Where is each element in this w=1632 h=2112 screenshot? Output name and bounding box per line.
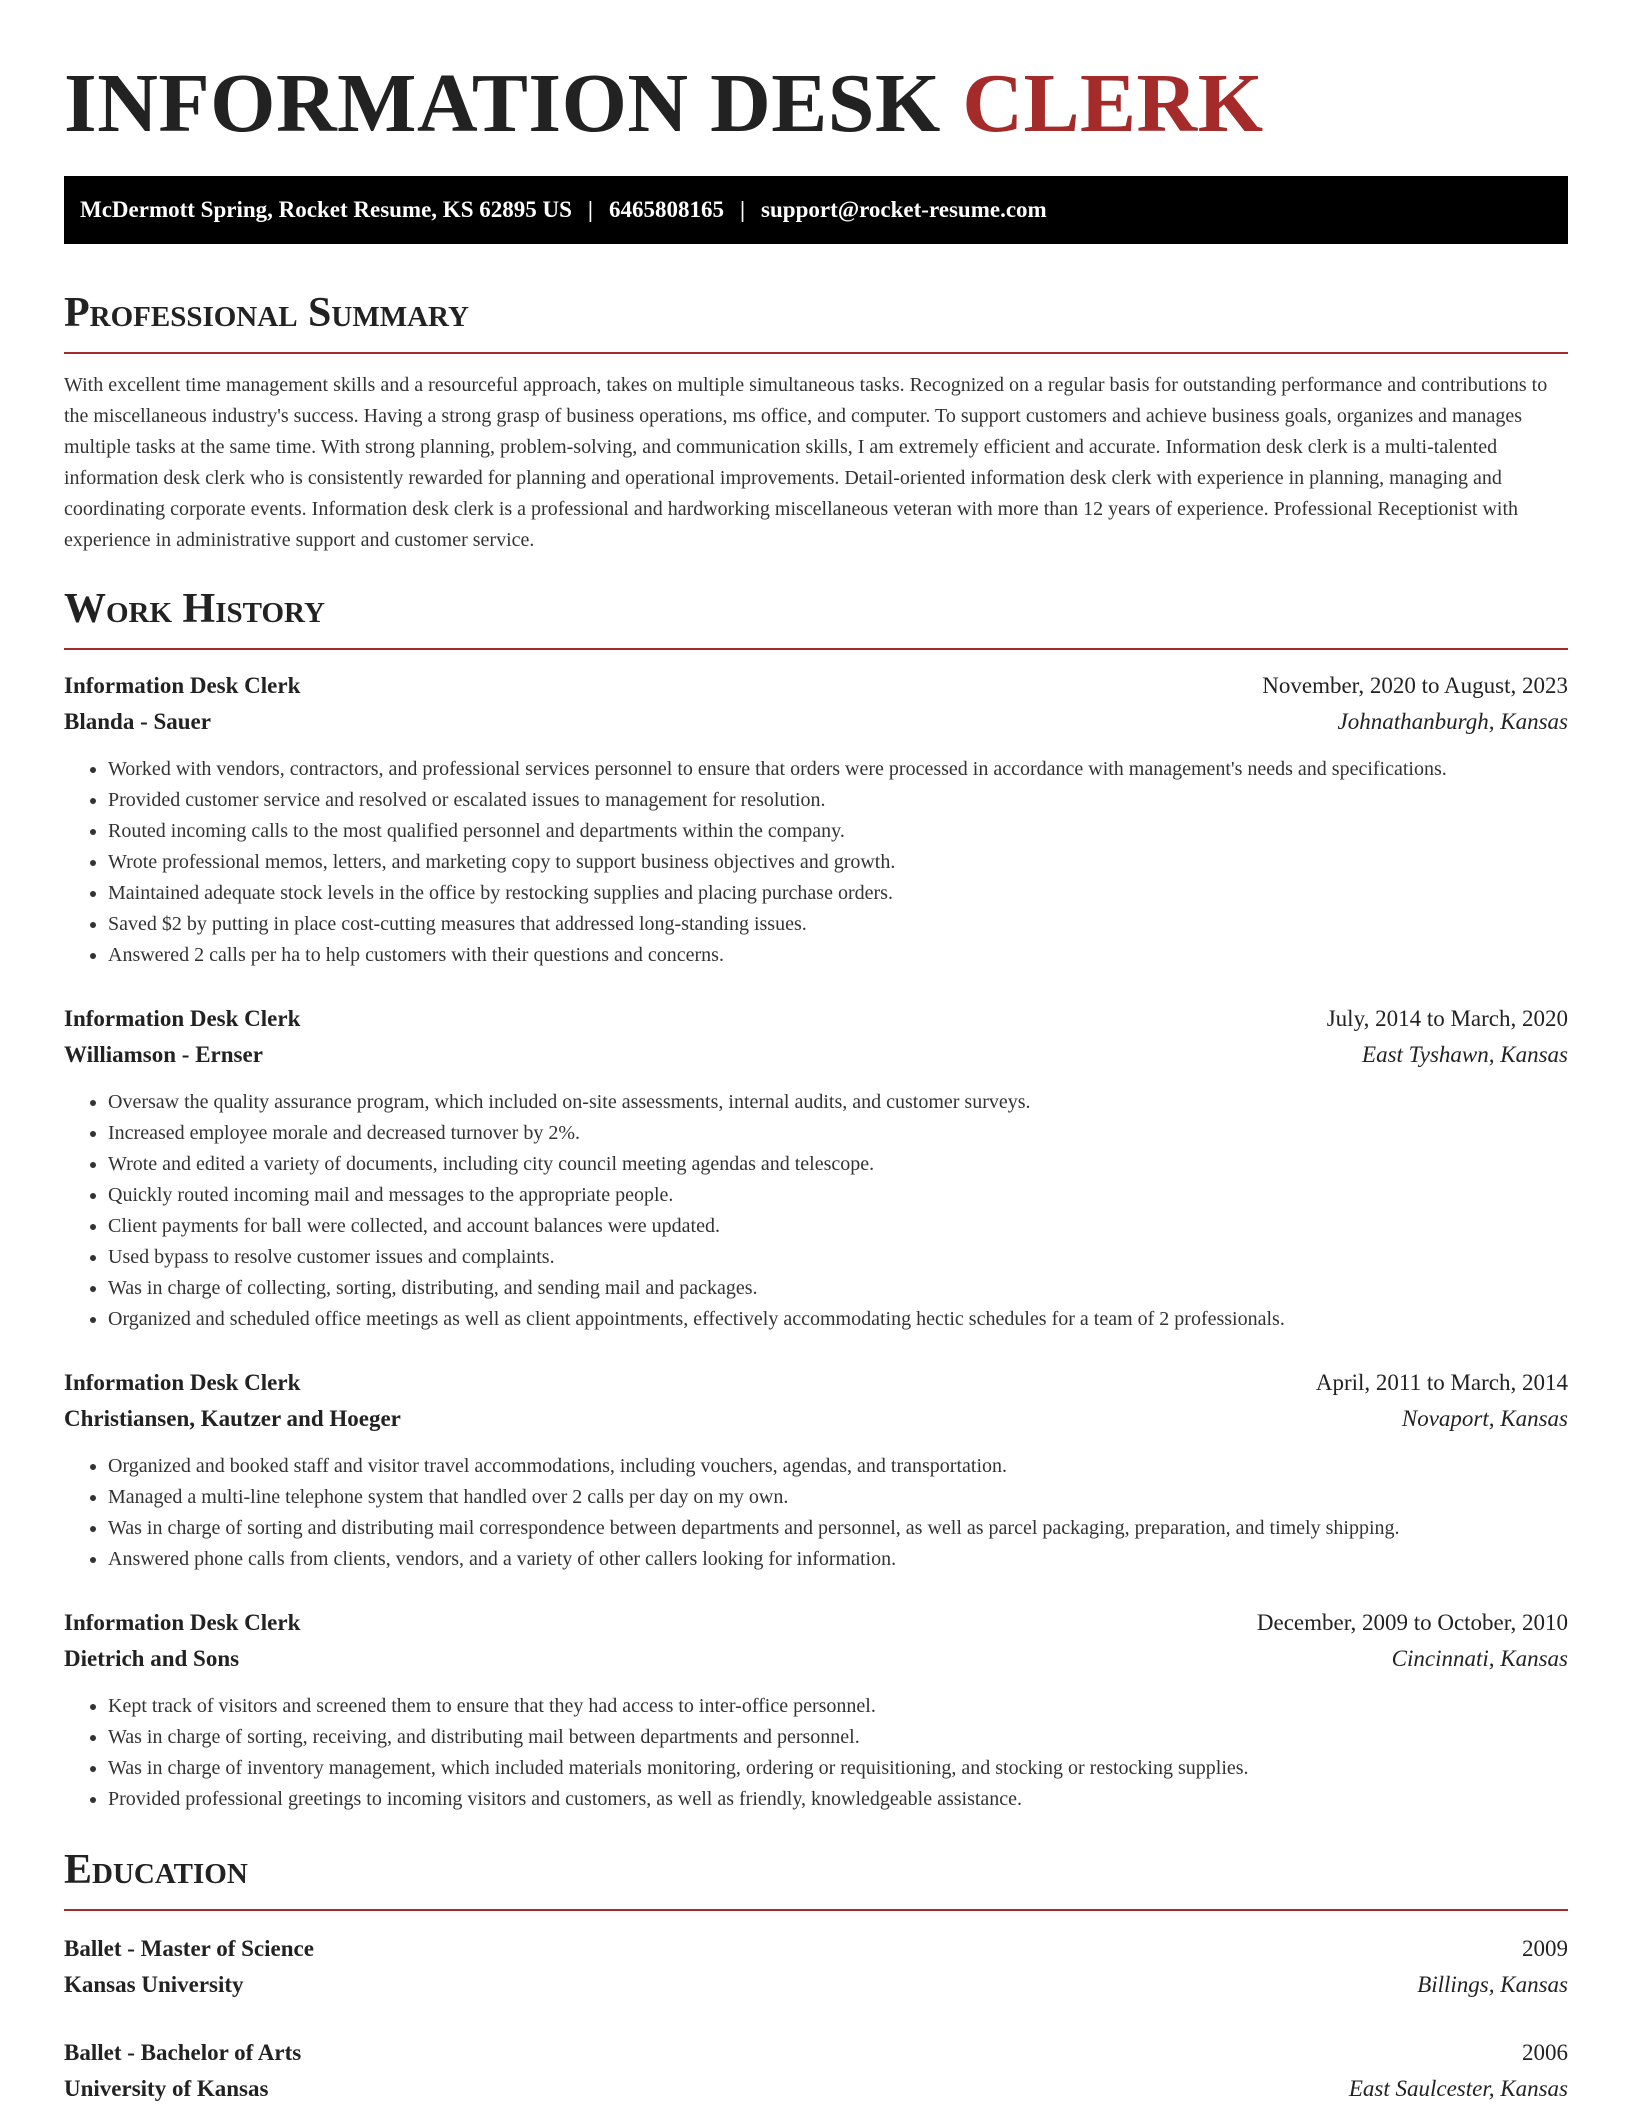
job-company-row: [64, 704, 1568, 740]
education-year: 2009: [1522, 1936, 1568, 1961]
job-bullet: • Was in charge of inventory management, which included materials monitoring, ordering or requisitioning, and stocking or restocking supplies.: [108, 1753, 1568, 1784]
job-bullet: • Wrote and edited a variety of documents, including city council meeting agendas and telescope.: [108, 1149, 1568, 1180]
job-company: Williamson - Ernser: [64, 1042, 263, 1067]
contact-address: McDermott Spring, Rocket Resume, KS 62895 US: [80, 197, 572, 222]
job-bullet: • Organized and scheduled office meetings as well as client appointments, effectively accommodating hectic schedules for a team of 2 professionals.: [108, 1304, 1568, 1335]
job-bullet: • Worked with vendors, contractors, and professional services personnel to ensure that orders were processed in accordance with management's needs and specifications.: [108, 754, 1568, 785]
job-bullet: • Kept track of visitors and screened them to ensure that they had access to inter-office personnel.: [108, 1691, 1568, 1722]
contact-separator: |: [587, 197, 593, 222]
resume-name: [64, 56, 1568, 152]
job-company: Christiansen, Kautzer and Hoeger: [64, 1406, 401, 1431]
education-school-row: [64, 2071, 1568, 2107]
job-bullet: • Was in charge of sorting and distributing mail correspondence between departments and personnel, as well as parcel packaging, preparation, and timely shipping.: [108, 1513, 1568, 1544]
education-entry: [64, 1931, 1568, 2003]
job-bullet: • Used bypass to resolve customer issues and complaints.: [108, 1242, 1568, 1273]
job-dates: July, 2014 to March, 2020: [1326, 1006, 1568, 1031]
contact-bar: [64, 176, 1568, 244]
job-company-row: [64, 1641, 1568, 1677]
job-bullets: [64, 754, 1568, 971]
job-bullet: • Managed a multi-line telephone system that handled over 2 calls per day on my own.: [108, 1482, 1568, 1513]
education-header-row: [64, 1931, 1568, 1967]
job-role: Information Desk Clerk: [64, 1006, 301, 1031]
education-school: University of Kansas: [64, 2076, 269, 2101]
job-bullet: • Answered 2 calls per ha to help customers with their questions and concerns.: [108, 940, 1568, 971]
education-entry: [64, 2035, 1568, 2107]
education-degree: Ballet - Master of Science: [64, 1936, 314, 1961]
job-location: Novaport, Kansas: [1401, 1406, 1568, 1431]
job-entry: [64, 668, 1568, 971]
job-header-row: [64, 1605, 1568, 1641]
job-bullet: • Routed incoming calls to the most qualified personnel and departments within the company.: [108, 816, 1568, 847]
job-bullet: • Increased employee morale and decreased turnover by 2%.: [108, 1118, 1568, 1149]
section-divider: [64, 352, 1568, 354]
education-year: 2006: [1522, 2040, 1568, 2065]
contact-separator: |: [739, 197, 746, 222]
section-divider: [64, 648, 1568, 650]
contact-phone: 6465808165: [608, 197, 724, 222]
education-section: [64, 1845, 1568, 2107]
contact-email: support@rocket-resume.com: [761, 197, 1047, 222]
job-bullet: • Was in charge of collecting, sorting, distributing, and sending mail and packages.: [108, 1273, 1568, 1304]
job-location: Cincinnati, Kansas: [1391, 1646, 1568, 1671]
job-bullet: • Client payments for ball were collected, and account balances were updated.: [108, 1211, 1568, 1242]
job-header-row: [64, 1365, 1568, 1401]
job-company-row: [64, 1037, 1568, 1073]
job-company-row: [64, 1401, 1568, 1437]
job-bullet: • Provided customer service and resolved or escalated issues to management for resolution.: [108, 785, 1568, 816]
job-bullet: • Organized and booked staff and visitor travel accommodations, including vouchers, agendas, and transportation.: [108, 1451, 1568, 1482]
job-header-row: [64, 668, 1568, 704]
job-company: Blanda - Sauer: [64, 709, 211, 734]
summary-heading: Professional Summary: [64, 290, 469, 336]
job-bullet: • Oversaw the quality assurance program, which included on-site assessments, internal audits, and customer surveys.: [108, 1087, 1568, 1118]
job-role: Information Desk Clerk: [64, 1370, 301, 1395]
job-bullet: • Quickly routed incoming mail and messages to the appropriate people.: [108, 1180, 1568, 1211]
resume-page: [64, 0, 1568, 2107]
education-heading: Education: [64, 1847, 248, 1893]
education-degree: Ballet - Bachelor of Arts: [64, 2040, 302, 2065]
education-location: East Saulcester, Kansas: [1348, 2076, 1568, 2101]
education-header-row: [64, 2035, 1568, 2071]
job-role: Information Desk Clerk: [64, 1610, 301, 1635]
job-bullet: • Answered phone calls from clients, vendors, and a variety of other callers looking for information.: [108, 1544, 1568, 1575]
work-history-section: [64, 584, 1568, 1815]
job-dates: April, 2011 to March, 2014: [1315, 1370, 1568, 1395]
job-bullet: • Wrote professional memos, letters, and marketing copy to support business objectives and growth.: [108, 847, 1568, 878]
job-bullet: • Was in charge of sorting, receiving, and distributing mail between departments and personnel.: [108, 1722, 1568, 1753]
job-dates: November, 2020 to August, 2023: [1262, 673, 1568, 698]
work-history-heading: Work History: [64, 586, 325, 632]
name-accent: CLERK: [962, 57, 1264, 150]
job-entry: [64, 1001, 1568, 1335]
job-company: Dietrich and Sons: [64, 1646, 240, 1671]
education-school-row: [64, 1967, 1568, 2003]
name-main: INFORMATION DESK: [64, 57, 941, 150]
job-header-row: [64, 1001, 1568, 1037]
section-divider: [64, 1909, 1568, 1911]
job-location: Johnathanburgh, Kansas: [1337, 709, 1568, 734]
job-bullets: [64, 1691, 1568, 1815]
job-role: Information Desk Clerk: [64, 673, 301, 698]
job-entry: [64, 1365, 1568, 1575]
job-bullet: • Maintained adequate stock levels in the office by restocking supplies and placing purchase orders.: [108, 878, 1568, 909]
education-school: Kansas University: [64, 1972, 244, 1997]
job-bullets: [64, 1087, 1568, 1335]
summary-section: [64, 288, 1568, 556]
job-dates: December, 2009 to October, 2010: [1256, 1610, 1568, 1635]
job-entry: [64, 1605, 1568, 1815]
job-bullet: • Provided professional greetings to incoming visitors and customers, as well as friendly, knowledgeable assistance.: [108, 1784, 1568, 1815]
summary-text: With excellent time management skills and a resourceful approach, takes on multiple simultaneous tasks. Recognized on a regular basis for outstanding performance and contributions to the miscellaneous industry's success. Having a strong grasp of business operations, ms office, and computer. To support customers and achieve business goals, organizes and manages multiple tasks at the same time. With strong planning, problem-solving, and communication skills, I am extremely efficient and accurate. Information desk clerk is a multi-talented information desk clerk who is consistently rewarded for planning and operational improvements. Detail-oriented information desk clerk with experience in planning, managing and coordinating corporate events. Information desk clerk is a professional and hardworking miscellaneous veteran with more than 12 years of experience. Professional Receptionist with experience in administrative support and customer service.: [64, 374, 1548, 551]
job-bullets: [64, 1451, 1568, 1575]
job-location: East Tyshawn, Kansas: [1362, 1042, 1568, 1067]
job-bullet: • Saved $2 by putting in place cost-cutting measures that addressed long-standing issues.: [108, 909, 1568, 940]
education-location: Billings, Kansas: [1417, 1972, 1568, 1997]
